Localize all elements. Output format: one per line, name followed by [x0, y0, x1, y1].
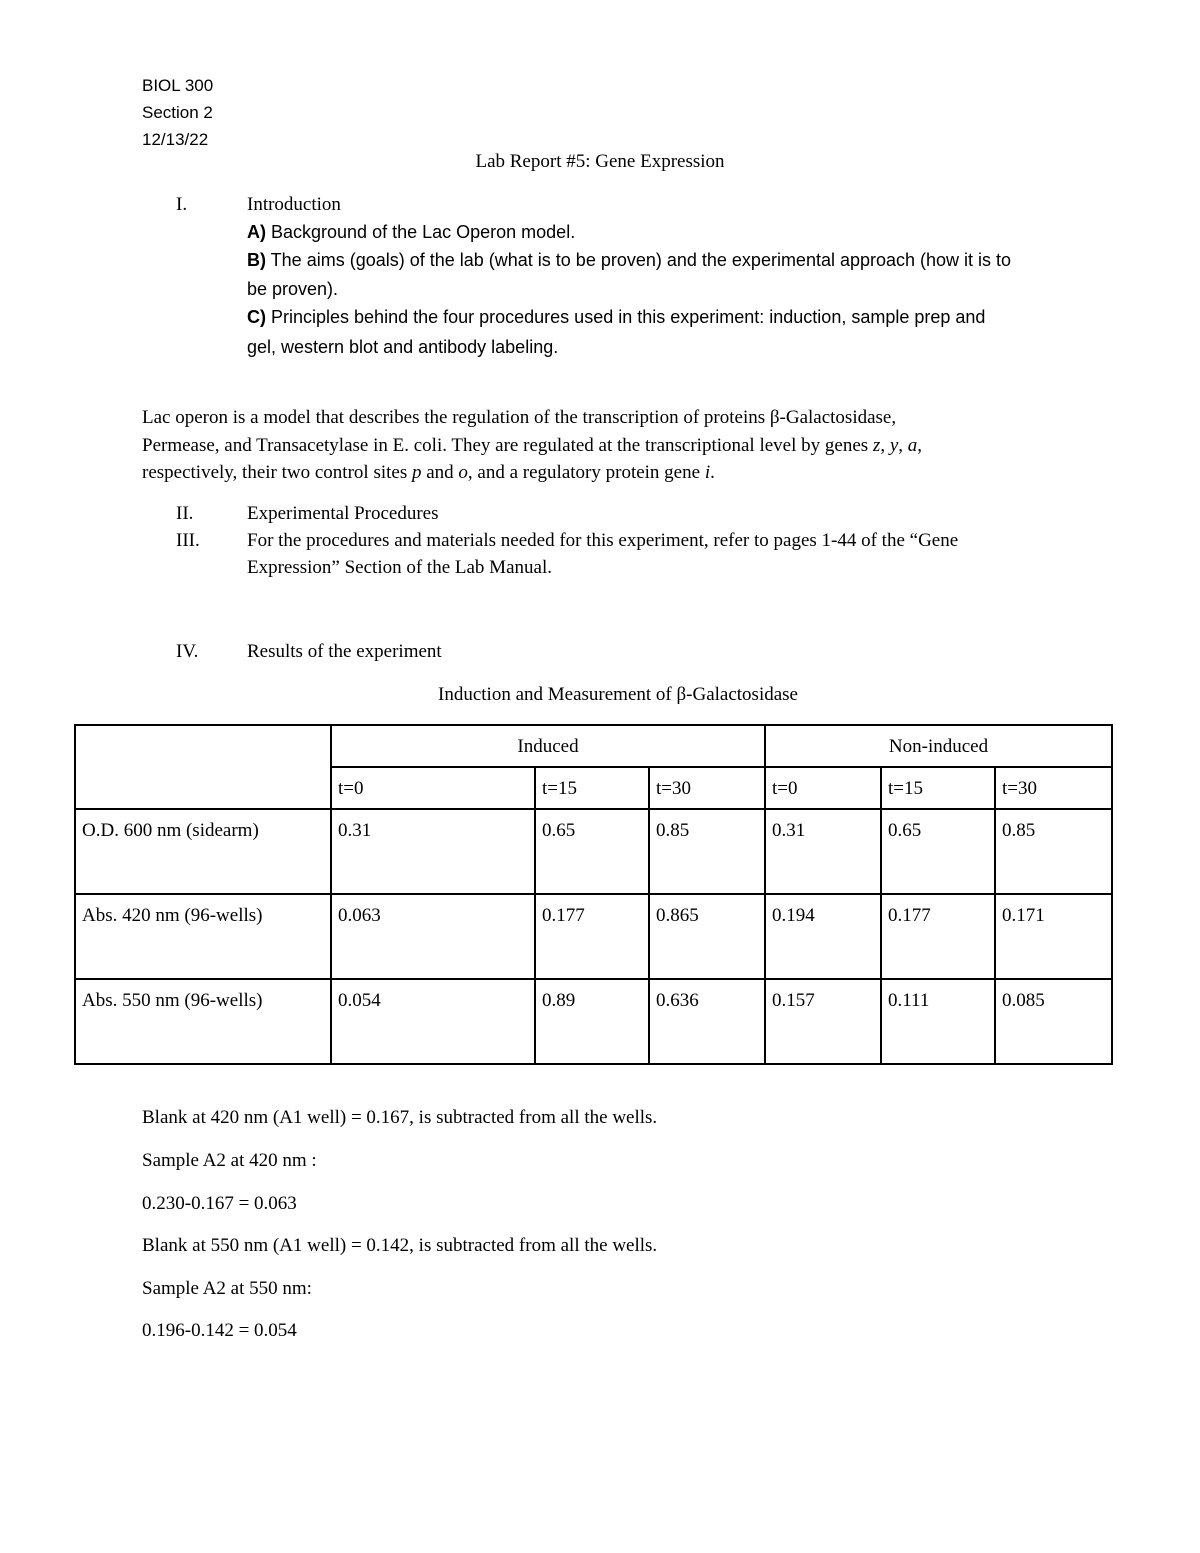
table-caption: Induction and Measurement of β-Galactosidase — [438, 684, 798, 705]
table-cell: 0.85 — [995, 809, 1112, 894]
section-number-results: IV. — [176, 641, 199, 662]
table-cell: 0.865 — [649, 894, 765, 979]
table-cell: 0.177 — [535, 894, 649, 979]
table-cell: 0.111 — [881, 979, 995, 1064]
paragraph-text: , and a regulatory protein gene — [467, 462, 705, 483]
site-p: p — [411, 462, 422, 483]
section-heading-intro: Introduction — [247, 194, 341, 215]
group-header-induced: Induced — [331, 725, 765, 767]
note-calc-550: 0.196-0.142 = 0.054 — [142, 1320, 297, 1341]
intro-item-b-label: B) — [247, 250, 266, 270]
timepoint-header: t=15 — [881, 767, 995, 809]
intro-item-b-continued: be proven). — [247, 279, 339, 299]
timepoint-header: t=0 — [765, 767, 881, 809]
table-cell: 0.31 — [331, 809, 535, 894]
intro-item-a-label: A) — [247, 222, 266, 242]
table-header-row — [75, 725, 1112, 767]
results-table — [74, 724, 1113, 1065]
table-cell: 0.085 — [995, 979, 1112, 1064]
lac-operon-paragraph-line2 — [142, 435, 922, 457]
table-cell: 0.65 — [881, 809, 995, 894]
intro-item-c-continued: gel, western blot and antibody labeling. — [247, 337, 559, 357]
note-blank-420: Blank at 420 nm (A1 well) = 0.167, is subtracted from all the wells. — [142, 1107, 658, 1128]
table-row — [75, 979, 1112, 1064]
section-heading-results: Results of the experiment — [247, 641, 442, 662]
paragraph-text: and — [421, 462, 459, 483]
table-cell: 0.636 — [649, 979, 765, 1064]
group-header-non-induced: Non-induced — [765, 725, 1112, 767]
note-sample-a2-550: Sample A2 at 550 nm: — [142, 1278, 312, 1299]
course-code: BIOL 300 — [142, 76, 214, 95]
period: . — [710, 462, 715, 483]
gene-y: y — [889, 435, 899, 456]
timepoint-header: t=30 — [649, 767, 765, 809]
table-cell: 0.194 — [765, 894, 881, 979]
table-cell: 0.65 — [535, 809, 649, 894]
intro-item-c-label: C) — [247, 307, 266, 327]
gene-z: z — [872, 435, 881, 456]
table-cell: 0.85 — [649, 809, 765, 894]
section-heading-procedures: Experimental Procedures — [247, 503, 439, 524]
paragraph-text: Permease, and Transacetylase in E. coli. They are regulated at the transcriptional level by genes — [142, 435, 873, 456]
note-blank-550: Blank at 550 nm (A1 well) = 0.142, is subtracted from all the wells. — [142, 1235, 658, 1256]
timepoint-header: t=30 — [995, 767, 1112, 809]
intro-item-c — [247, 307, 985, 328]
table-cell: 0.171 — [995, 894, 1112, 979]
table-row — [75, 894, 1112, 979]
timepoint-header: t=0 — [331, 767, 535, 809]
table-cell: 0.054 — [331, 979, 535, 1064]
materials-text-line1: For the procedures and materials needed for this experiment, refer to pages 1-44 of the “Gene — [247, 530, 959, 551]
section-number-intro: I. — [176, 194, 188, 215]
table-cell: 0.31 — [765, 809, 881, 894]
lac-operon-paragraph-line3 — [142, 462, 715, 484]
intro-item-a — [247, 222, 575, 243]
gene-a: a — [907, 435, 918, 456]
report-date: 12/13/22 — [142, 130, 209, 149]
separator: , — [898, 435, 908, 456]
lac-operon-paragraph-line1: Lac operon is a model that describes the regulation of the transcription of proteins β-Galactosidase, — [142, 407, 897, 428]
note-calc-420: 0.230-0.167 = 0.063 — [142, 1193, 297, 1214]
table-cell: 0.89 — [535, 979, 649, 1064]
table-corner-cell — [75, 725, 331, 809]
table-cell: 0.063 — [331, 894, 535, 979]
separator: , — [880, 435, 890, 456]
intro-item-a-text: Background of the Lac Operon model. — [266, 222, 576, 242]
timepoint-header: t=15 — [535, 767, 649, 809]
table-row — [75, 809, 1112, 894]
note-sample-a2-420: Sample A2 at 420 nm : — [142, 1150, 317, 1171]
table-cell: 0.177 — [881, 894, 995, 979]
page-title: Lab Report #5: Gene Expression — [475, 151, 725, 172]
section-number-procedures: II. — [176, 503, 194, 524]
intro-item-b-text: The aims (goals) of the lab (what is to be proven) and the experimental approach (how it is to — [266, 250, 1012, 270]
separator: , — [917, 435, 922, 456]
site-o: o — [458, 462, 468, 483]
paragraph-text: respectively, their two control sites — [142, 462, 412, 483]
section-number-materials: III. — [176, 530, 200, 551]
row-label: Abs. 420 nm (96-wells) — [75, 894, 331, 979]
section-label: Section 2 — [142, 103, 213, 122]
intro-item-b — [247, 250, 1011, 271]
intro-item-c-text: Principles behind the four procedures used in this experiment: induction, sample prep and — [266, 307, 986, 327]
table-cell: 0.157 — [765, 979, 881, 1064]
materials-text-line2: Expression” Section of the Lab Manual. — [247, 557, 552, 578]
row-label: Abs. 550 nm (96-wells) — [75, 979, 331, 1064]
gene-i: i — [704, 462, 711, 483]
row-label: O.D. 600 nm (sidearm) — [75, 809, 331, 894]
